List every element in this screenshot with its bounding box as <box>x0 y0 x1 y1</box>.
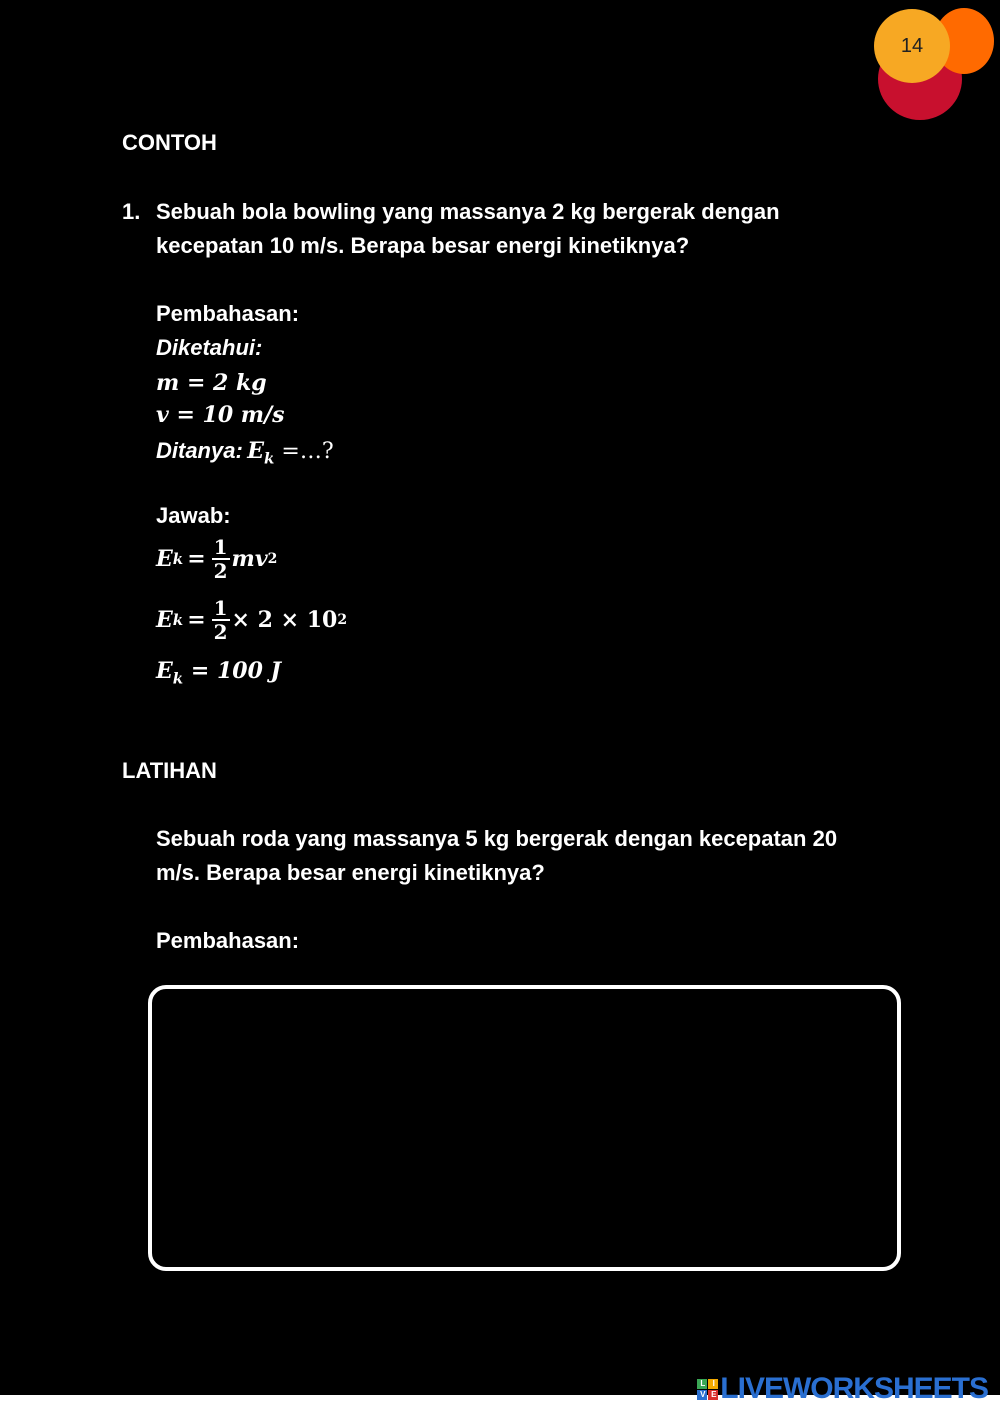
latihan-pembahasan-label: Pembahasan: <box>156 928 300 953</box>
eq2-exponent: 2 <box>337 612 348 628</box>
jawab-label: Jawab: <box>156 503 231 528</box>
eq1-k: k <box>172 550 184 568</box>
logo-letter-i: I <box>708 1379 718 1389</box>
diketahui-label: Diketahui: <box>156 335 263 360</box>
eq2-k: k <box>172 611 184 629</box>
eq2-product: × 2 × 10 <box>231 607 338 633</box>
answer-input-box[interactable] <box>148 985 901 1271</box>
question-number: 1. <box>122 199 141 224</box>
eq1-e: E <box>156 546 173 572</box>
eq3-k: k <box>172 669 184 688</box>
logo-text: LIVEWORKSHEETS <box>720 1372 988 1405</box>
page-number-badge <box>874 9 950 83</box>
velocity-given: v = 10 m/s <box>156 402 285 428</box>
contoh-heading: CONTOH <box>122 130 217 155</box>
eq1-numerator: 1 <box>213 535 228 559</box>
eq3-e: E <box>156 658 173 684</box>
contoh-question-line2: kecepatan 10 m/s. Berapa besar energi kinetiknya? <box>156 233 690 258</box>
logo-letter-e: E <box>708 1390 718 1400</box>
contoh-question-line1: Sebuah bola bowling yang massanya 2 kg bergerak dengan <box>156 199 780 224</box>
logo-letter-v: V <box>697 1390 707 1400</box>
ditanya-unknown: =…? <box>274 439 334 464</box>
equation-1: E k = $\frac{1}{2}$ mv 2 <box>156 535 278 583</box>
eq3-result: = 100 J <box>190 658 281 684</box>
eq1-fraction <box>212 536 230 582</box>
latihan-heading: LATIHAN <box>122 758 217 783</box>
latihan-question-line2: m/s. Berapa besar energi kinetiknya? <box>156 860 545 885</box>
eq2-e: E <box>156 607 173 633</box>
contoh-pembahasan-label: Pembahasan: <box>156 301 300 326</box>
eq2-fraction <box>212 597 230 643</box>
equation-3 <box>156 658 281 687</box>
eq1-exponent: 2 <box>267 551 278 567</box>
eq2-denominator: 2 <box>213 620 228 644</box>
ditanya-label: Ditanya: <box>156 438 243 463</box>
liveworksheets-logo <box>697 1372 988 1406</box>
mass-given: m = 2 kg <box>156 370 267 396</box>
logo-letter-l: L <box>697 1379 707 1389</box>
ek-subscript: k <box>264 449 275 468</box>
page-number: 14 <box>900 34 924 57</box>
eq1-denominator: 2 <box>213 559 228 583</box>
ek-symbol: E <box>247 438 265 464</box>
equation-2: E k = $\frac{1}{2}$ × 2 × 10 2 <box>156 596 348 644</box>
logo-grid-icon <box>697 1379 718 1400</box>
latihan-question-line1: Sebuah roda yang massanya 5 kg bergerak dengan kecepatan 20 <box>156 826 838 851</box>
eq2-numerator: 1 <box>213 596 228 620</box>
ditanya-line <box>156 434 334 468</box>
eq1-mv: mv <box>231 546 268 572</box>
